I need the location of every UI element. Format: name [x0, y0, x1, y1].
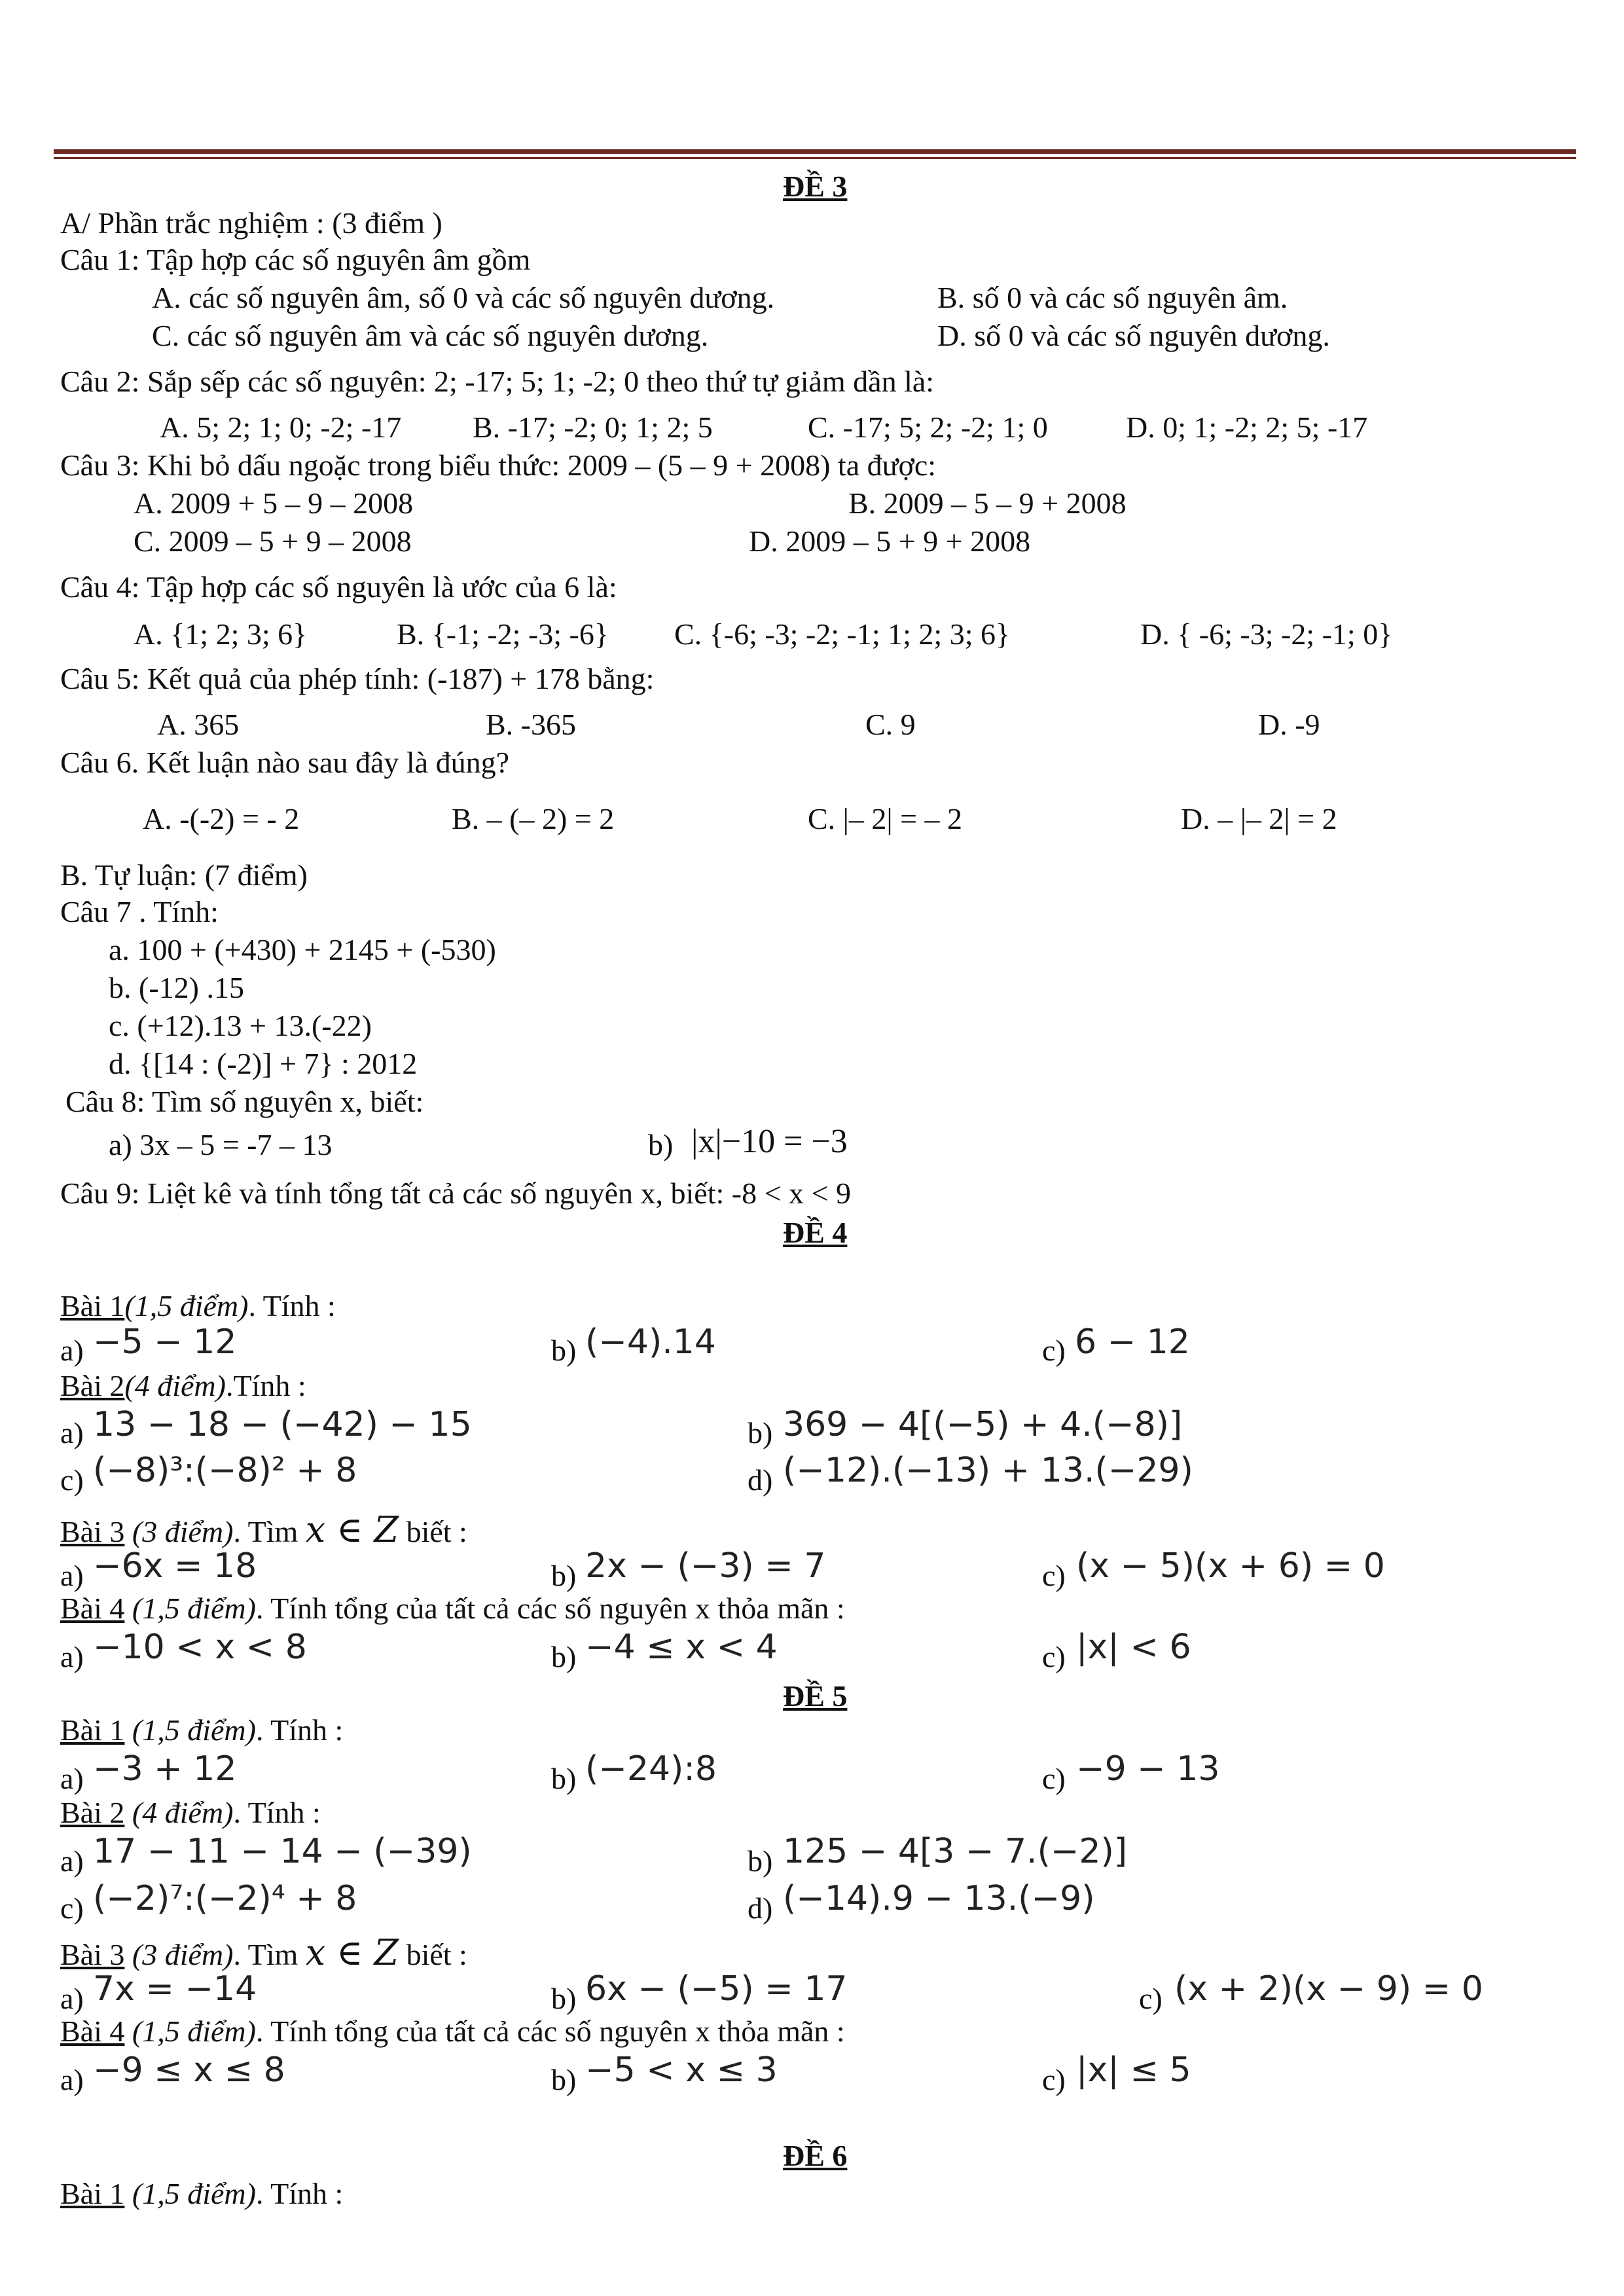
- de5-bai2-heading: [60, 1798, 321, 1828]
- q6-option-d: D. – |– 2| = 2: [1181, 802, 1337, 835]
- q7-item-a: a. 100 + (+430) + 2145 + (-530): [109, 933, 496, 966]
- header-rule-thin: [54, 157, 1576, 159]
- label-a: a): [60, 1982, 84, 2015]
- label-b: b): [551, 1640, 577, 1673]
- label-a: a): [60, 1762, 84, 1795]
- label-a: a): [60, 1844, 84, 1878]
- de4-bai2-b: 369 − 4[(−5) + 4.(−8)]: [783, 1405, 1183, 1444]
- label-a: a): [60, 1334, 84, 1367]
- de5-bai4-heading: [60, 2016, 845, 2047]
- de4-bai2-heading: [60, 1371, 306, 1401]
- points: (1,5 điểm): [132, 1713, 256, 1747]
- label-b: b): [748, 1416, 773, 1449]
- q5-stem: Câu 5: Kết quả của phép tính: (-187) + 178 bằng:: [60, 662, 655, 695]
- label-a: a): [60, 1640, 84, 1673]
- q4-option-c: C. {-6; -3; -2; -1; 1; 2; 3; 6}: [674, 617, 1011, 651]
- q3-stem: Câu 3: Khi bỏ dấu ngoặc trong biểu thức: 2009 – (5 – 9 + 2008) ta được:: [60, 448, 937, 482]
- points: (1,5 điểm): [124, 1289, 249, 1322]
- instruction: .Tính :: [225, 1369, 306, 1402]
- instruction: . Tính tổng của tất cả các số nguyên x thỏa mãn :: [255, 2014, 845, 2048]
- points: (3 điểm): [132, 1938, 234, 1971]
- q6-option-b: B. – (– 2) = 2: [452, 802, 615, 835]
- de5-bai4-c: |x| ≤ 5: [1076, 2050, 1191, 2090]
- q2-option-d: D. 0; 1; -2; 2; 5; -17: [1126, 410, 1368, 444]
- label-c: c): [60, 1463, 84, 1497]
- label-c: c): [1042, 1640, 1066, 1673]
- de5-bai1-c: −9 − 13: [1076, 1749, 1220, 1789]
- de6-bai1-heading: [60, 2179, 343, 2209]
- de4-bai4-b: −4 ≤ x < 4: [585, 1628, 778, 1667]
- bai-label: Bài 3: [60, 1938, 125, 1971]
- bai-label: Bài 4: [60, 1592, 125, 1625]
- de4-bai3-a: −6x = 18: [93, 1546, 257, 1586]
- q7-item-b: b. (-12) .15: [109, 971, 244, 1004]
- label-b: b): [551, 1559, 577, 1592]
- section-title-de4: ĐỀ 4: [783, 1216, 848, 1249]
- points: (4 điểm): [132, 1796, 234, 1829]
- q7-item-c: c. (+12).13 + 13.(-22): [109, 1009, 372, 1042]
- instruction-end: biết :: [406, 1938, 467, 1971]
- q2-option-c: C. -17; 5; 2; -2; 1; 0: [808, 410, 1048, 444]
- q6-option-a: A. -(-2) = - 2: [143, 802, 300, 835]
- instruction: . Tính :: [248, 1289, 336, 1322]
- q2-option-a: A. 5; 2; 1; 0; -2; -17: [160, 410, 402, 444]
- instruction: . Tính :: [255, 1713, 344, 1747]
- q4-option-b: B. {-1; -2; -3; -6}: [397, 617, 609, 651]
- label-b: b): [551, 1762, 577, 1795]
- label-d: d): [748, 1891, 773, 1925]
- instruction: . Tìm: [233, 1938, 298, 1971]
- points: (1,5 điểm): [132, 1592, 256, 1625]
- q3-option-c: C. 2009 – 5 + 9 – 2008: [134, 524, 412, 558]
- bai-label: Bài 2: [60, 1796, 125, 1829]
- q8-item-b: |x|−10 = −3: [691, 1123, 848, 1160]
- q4-stem: Câu 4: Tập hợp các số nguyên là ước của 6 là:: [60, 570, 617, 604]
- de4-bai3-b: 2x − (−3) = 7: [585, 1546, 826, 1586]
- part-a-heading: A/ Phần trắc nghiệm : (3 điểm ): [60, 206, 442, 240]
- bai-label: Bài 1: [60, 2177, 125, 2210]
- part-b-heading: B. Tự luận: (7 điểm): [60, 858, 308, 892]
- q8-item-b-label: b): [648, 1128, 674, 1161]
- label-a: a): [60, 1559, 84, 1592]
- de5-bai4-a: −9 ≤ x ≤ 8: [93, 2050, 285, 2090]
- instruction: . Tính :: [255, 2177, 344, 2210]
- bai-label: Bài 2: [60, 1369, 125, 1402]
- label-d: d): [748, 1463, 773, 1497]
- instruction-end: biết :: [406, 1515, 467, 1548]
- q6-option-c: C. |– 2| = – 2: [808, 802, 963, 835]
- de5-bai3-b: 6x − (−5) = 17: [585, 1969, 848, 2009]
- de5-bai2-a: 17 − 11 − 14 − (−39): [93, 1832, 472, 1871]
- q1-option-b: B. số 0 và các số nguyên âm.: [937, 281, 1288, 314]
- label-c: c): [1139, 1982, 1163, 2015]
- section-title-de5: ĐỀ 5: [783, 1679, 848, 1713]
- q8-stem: Câu 8: Tìm số nguyên x, biết:: [65, 1085, 424, 1118]
- set-notation: x ∈ Z: [305, 1509, 399, 1550]
- q5-option-a: A. 365: [157, 708, 240, 741]
- q4-option-a: A. {1; 2; 3; 6}: [134, 617, 308, 651]
- q8-item-a: a) 3x – 5 = -7 – 13: [109, 1128, 333, 1161]
- q1-stem: Câu 1: Tập hợp các số nguyên âm gồm: [60, 243, 531, 276]
- set-notation: x ∈ Z: [305, 1932, 399, 1973]
- label-a: a): [60, 1416, 84, 1449]
- label-c: c): [1042, 2063, 1066, 2096]
- de5-bai2-b: 125 − 4[3 − 7.(−2)]: [783, 1832, 1128, 1871]
- de4-bai3-heading: [60, 1509, 467, 1550]
- de5-bai1-b: (−24):8: [585, 1749, 717, 1789]
- label-c: c): [1042, 1762, 1066, 1795]
- q1-option-c: C. các số nguyên âm và các số nguyên dương.: [152, 319, 709, 352]
- instruction: . Tính :: [233, 1796, 321, 1829]
- de5-bai3-heading: [60, 1932, 467, 1973]
- de4-bai4-c: |x| < 6: [1076, 1628, 1191, 1667]
- q6-stem: Câu 6. Kết luận nào sau đây là đúng?: [60, 746, 509, 779]
- de4-bai4-a: −10 < x < 8: [93, 1628, 307, 1667]
- de5-bai1-a: −3 + 12: [93, 1749, 237, 1789]
- bai-label: Bài 4: [60, 2014, 125, 2048]
- points: (1,5 điểm): [132, 2177, 256, 2210]
- q3-option-b: B. 2009 – 5 – 9 + 2008: [848, 486, 1127, 520]
- de4-bai2-d: (−12).(−13) + 13.(−29): [783, 1451, 1193, 1490]
- label-c: c): [60, 1891, 84, 1925]
- de5-bai4-b: −5 < x ≤ 3: [585, 2050, 778, 2090]
- q1-option-d: D. số 0 và các số nguyên dương.: [937, 319, 1330, 352]
- bai-label: Bài 1: [60, 1289, 125, 1322]
- label-b: b): [551, 1334, 577, 1367]
- q2-option-b: B. -17; -2; 0; 1; 2; 5: [473, 410, 713, 444]
- q1-option-a: A. các số nguyên âm, số 0 và các số nguyên dương.: [152, 281, 775, 314]
- de5-bai2-d: (−14).9 − 13.(−9): [783, 1879, 1095, 1918]
- q7-item-d: d. {[14 : (-2)] + 7} : 2012: [109, 1047, 418, 1080]
- de5-bai1-heading: [60, 1715, 343, 1745]
- label-b: b): [551, 1982, 577, 2015]
- points: (4 điểm): [124, 1369, 226, 1402]
- de4-bai3-c: (x − 5)(x + 6) = 0: [1076, 1546, 1385, 1586]
- label-b: b): [748, 1844, 773, 1878]
- bai-label: Bài 1: [60, 1713, 125, 1747]
- points: (1,5 điểm): [132, 2014, 256, 2048]
- de4-bai2-c: (−8)³:(−8)² + 8: [93, 1451, 357, 1490]
- label-c: c): [1042, 1559, 1066, 1592]
- q3-option-a: A. 2009 + 5 – 9 – 2008: [134, 486, 414, 520]
- q9-stem: Câu 9: Liệt kê và tính tổng tất cả các số nguyên x, biết: -8 < x < 9: [60, 1176, 851, 1210]
- points: (3 điểm): [132, 1515, 234, 1548]
- q5-option-d: D. -9: [1258, 708, 1320, 741]
- de4-bai1-a: −5 − 12: [93, 1322, 237, 1362]
- de5-bai3-a: 7x = −14: [93, 1969, 257, 2009]
- label-c: c): [1042, 1334, 1066, 1367]
- q3-option-d: D. 2009 – 5 + 9 + 2008: [749, 524, 1031, 558]
- de4-bai4-heading: [60, 1594, 845, 1624]
- de5-bai2-c: (−2)⁷:(−2)⁴ + 8: [93, 1879, 357, 1918]
- q7-stem: Câu 7 . Tính:: [60, 895, 219, 928]
- de5-bai3-c: (x + 2)(x − 9) = 0: [1174, 1969, 1483, 2009]
- q5-option-b: B. -365: [486, 708, 576, 741]
- instruction: . Tìm: [233, 1515, 298, 1548]
- header-rule-thick: [54, 149, 1576, 154]
- de4-bai2-a: 13 − 18 − (−42) − 15: [93, 1405, 472, 1444]
- q2-stem: Câu 2: Sắp sếp các số nguyên: 2; -17; 5; 1; -2; 0 theo thứ tự giảm dần là:: [60, 365, 935, 398]
- label-a: a): [60, 2063, 84, 2096]
- de4-bai1-heading: [60, 1291, 336, 1321]
- de4-bai1-b: (−4).14: [585, 1322, 716, 1362]
- section-title-de6: ĐỀ 6: [783, 2139, 848, 2172]
- section-title-de3: ĐỀ 3: [783, 170, 848, 203]
- q5-option-c: C. 9: [865, 708, 916, 741]
- bai-label: Bài 3: [60, 1515, 125, 1548]
- label-b: b): [551, 2063, 577, 2096]
- instruction: . Tính tổng của tất cả các số nguyên x thỏa mãn :: [255, 1592, 845, 1625]
- q4-option-d: D. { -6; -3; -2; -1; 0}: [1140, 617, 1393, 651]
- de4-bai1-c: 6 − 12: [1075, 1322, 1190, 1362]
